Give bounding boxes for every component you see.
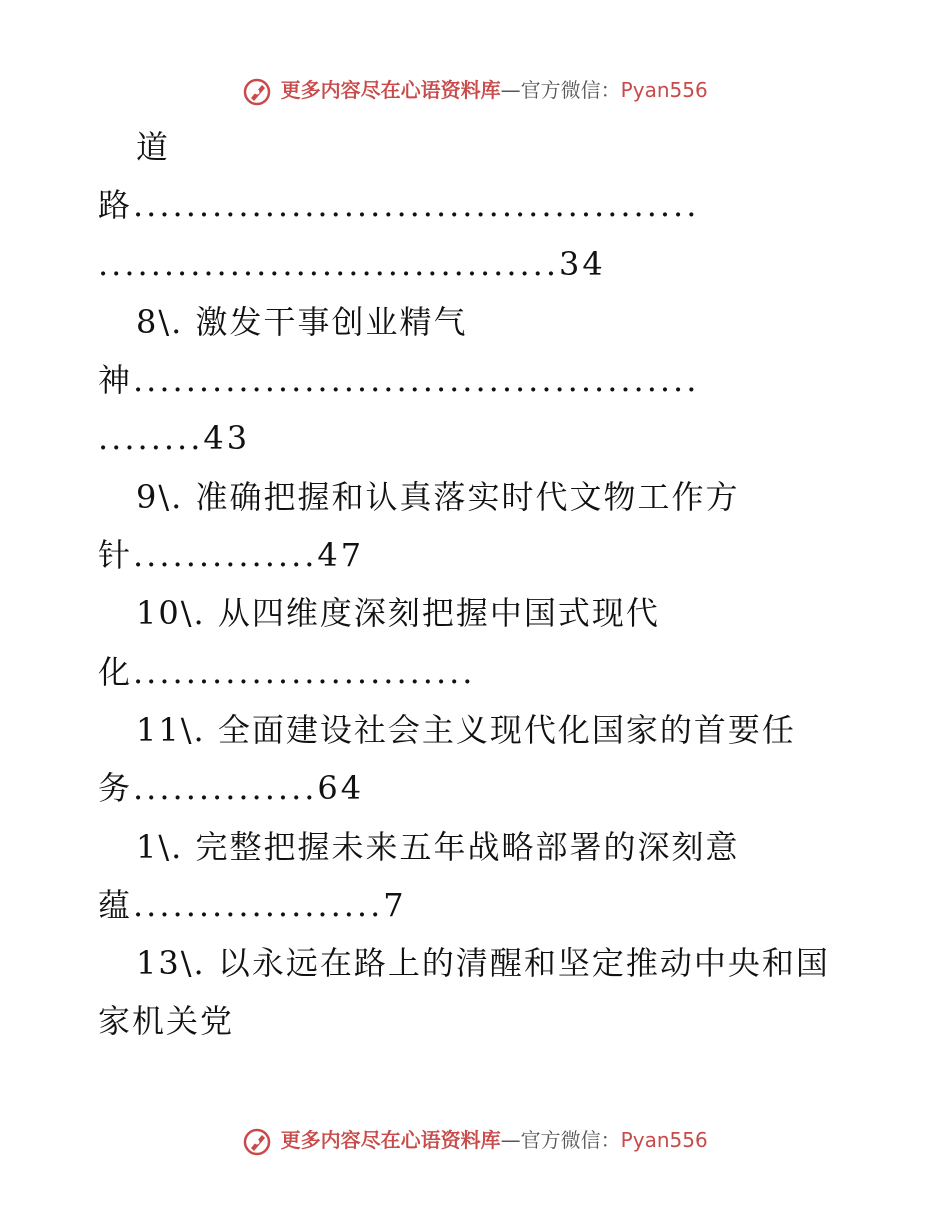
toc-line: 11\. 全面建设社会主义现代化国家的首要任: [136, 710, 796, 749]
table-of-contents: [98, 118, 850, 1051]
toc-line: 10\. 从四维度深刻把握中国式现代: [136, 594, 660, 633]
toc-line: 路...........................................: [98, 186, 700, 225]
pen-logo-icon: [242, 77, 272, 107]
banner-wechat-id: Pyan556: [620, 78, 708, 102]
toc-line: 家机关党: [98, 1002, 235, 1041]
toc-line: ...................................34: [98, 244, 606, 283]
toc-line: 针..............47: [98, 536, 365, 575]
toc-line: 9\. 准确把握和认真落实时代文物工作方: [136, 477, 740, 516]
toc-line: 8\. 激发干事创业精气: [136, 302, 468, 341]
footer-banner: [0, 1126, 950, 1157]
toc-line: 务..............64: [98, 769, 365, 808]
toc-line: 道: [136, 128, 171, 166]
banner-title: 更多内容尽在心语资料库: [280, 78, 501, 102]
banner-wechat-id: Pyan556: [620, 1128, 708, 1152]
toc-line: 蕴...................7: [98, 885, 407, 924]
pen-logo-icon: [242, 1127, 272, 1157]
toc-line: 神...........................................: [98, 361, 700, 400]
banner-subtitle: —官方微信：: [500, 78, 621, 102]
toc-line: 化..........................: [98, 652, 476, 691]
toc-line: ........43: [98, 419, 251, 458]
toc-line: 1\. 完整把握未来五年战略部署的深刻意: [136, 827, 740, 866]
banner-title: 更多内容尽在心语资料库: [280, 1128, 501, 1152]
header-banner: [0, 76, 950, 107]
banner-subtitle: —官方微信：: [500, 1128, 621, 1152]
toc-line: 13\. 以永远在路上的清醒和坚定推动中央和国: [136, 944, 830, 983]
